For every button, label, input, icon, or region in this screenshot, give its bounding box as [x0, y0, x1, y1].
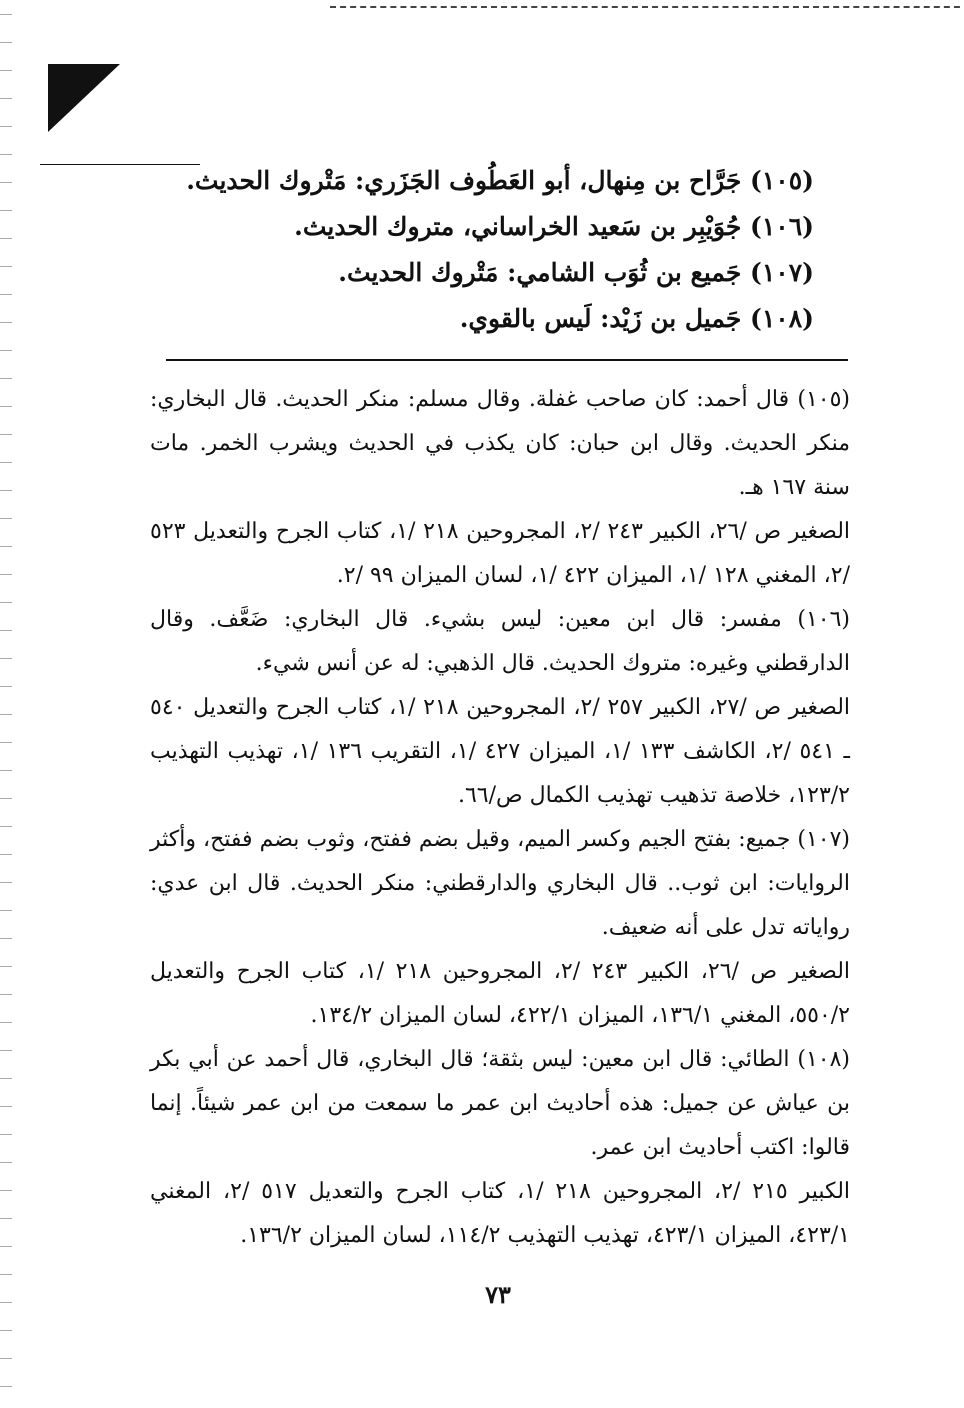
- footnote-text: (١٠٥) قال أحمد: كان صاحب غفلة. وقال مسلم: منكر الحديث. قال البخاري: منكر الحديث. وقال ابن حبان: كان يكذب في الحديث ويشرب الخمر. مات سنة ١٦٧ هـ.: [150, 387, 850, 500]
- page-number: ٧٣: [485, 1280, 511, 1309]
- footnote-references: الصغير ص /٢٦، الكبير ٢٤٣ /٢، المجروحين ٢١٨ /١، كتاب الجرح والتعديل ٥٢٣ /٢، المغني ١٢٨ /١، الميزان ٤٢٢ /١، لسان الميزان ٩٩ /٢.: [150, 519, 851, 588]
- narrator-entry-107: (١٠٧) جَميع بن ثُوَب الشامي: مَتْروك الحديث.: [338, 258, 814, 287]
- narrator-entry-105: (١٠٥) جَرَّاح بن مِنهال، أبو العَطُوف الجَزَري: مَتْروك الحديث.: [186, 166, 814, 195]
- narrator-list: [154, 158, 814, 342]
- scan-edge-artifact: [0, 0, 12, 1408]
- footnote-text: (١٠٧) جميع: بفتح الجيم وكسر الميم، وقيل بضم ففتح، وثوب بضم ففتح، وأكثر الروايات: ابن ثوب.. قال البخاري والدارقطني: منكر الحديث. قال ابن عدي: رواياته تدل على أنه ضعيف.: [150, 827, 850, 940]
- footnote-106: [150, 598, 850, 818]
- footnote-references: الصغير ص /٢٦، الكبير ٢٤٣ /٢، المجروحين ٢١٨ /١، كتاب الجرح والتعديل ٥٥٠/٢، المغني ١٣٦/١، الميزان ٤٢٢/١، لسان الميزان ١٣٤/٢.: [150, 959, 851, 1028]
- footnote-text: (١٠٨) الطائي: قال ابن معين: ليس بثقة؛ قال البخاري، قال أحمد عن أبي بكر بن عياش عن جميل: هذه أحاديث ابن عمر ما سمعت من ابن عمر شيئاً. إنما قالوا: اكتب أحاديث ابن عمر.: [150, 1047, 850, 1160]
- footnote-105: [150, 378, 850, 598]
- corner-mark: [48, 64, 120, 132]
- footnotes: [150, 378, 850, 1258]
- footnote-references: الصغير ص /٢٧، الكبير ٢٥٧ /٢، المجروحين ٢١٨ /١، كتاب الجرح والتعديل ٥٤٠ ـ ٥٤١ /٢، الكاشف ١٣٣ /١، الميزان ٤٢٧ /١، التقريب ١٣٦ /١، تهذيب التهذيب ١٢٣/٢، خلاصة تذهيب تهذيب الكمال ص/٦٦.: [150, 695, 851, 808]
- footnote-references: الكبير ٢١٥ /٢، المجروحين ٢١٨ /١، كتاب الجرح والتعديل ٥١٧ /٢، المغني ٤٢٣/١، الميزان ٤٢٣/١، تهذيب التهذيب ١١٤/٢، لسان الميزان ١٣٦/٢.: [150, 1179, 851, 1248]
- footnote-text: (١٠٦) مفسر: قال ابن معين: ليس بشيء. قال البخاري: ضَعَّف. وقال الدارقطني وغيره: متروك الحديث. قال الذهبي: له عن أنس شيء.: [150, 607, 850, 676]
- top-dashed-rule: [330, 6, 964, 8]
- footnote-108: [150, 1038, 850, 1258]
- narrator-entry-108: (١٠٨) جَميل بن زَيْد: لَيس بالقوي.: [459, 304, 814, 333]
- footnote-107: [150, 818, 850, 1038]
- footnote-separator: [166, 359, 848, 361]
- narrator-entry-106: (١٠٦) جُوَيْبِر بن سَعيد الخراساني، متروك الحديث.: [294, 212, 814, 241]
